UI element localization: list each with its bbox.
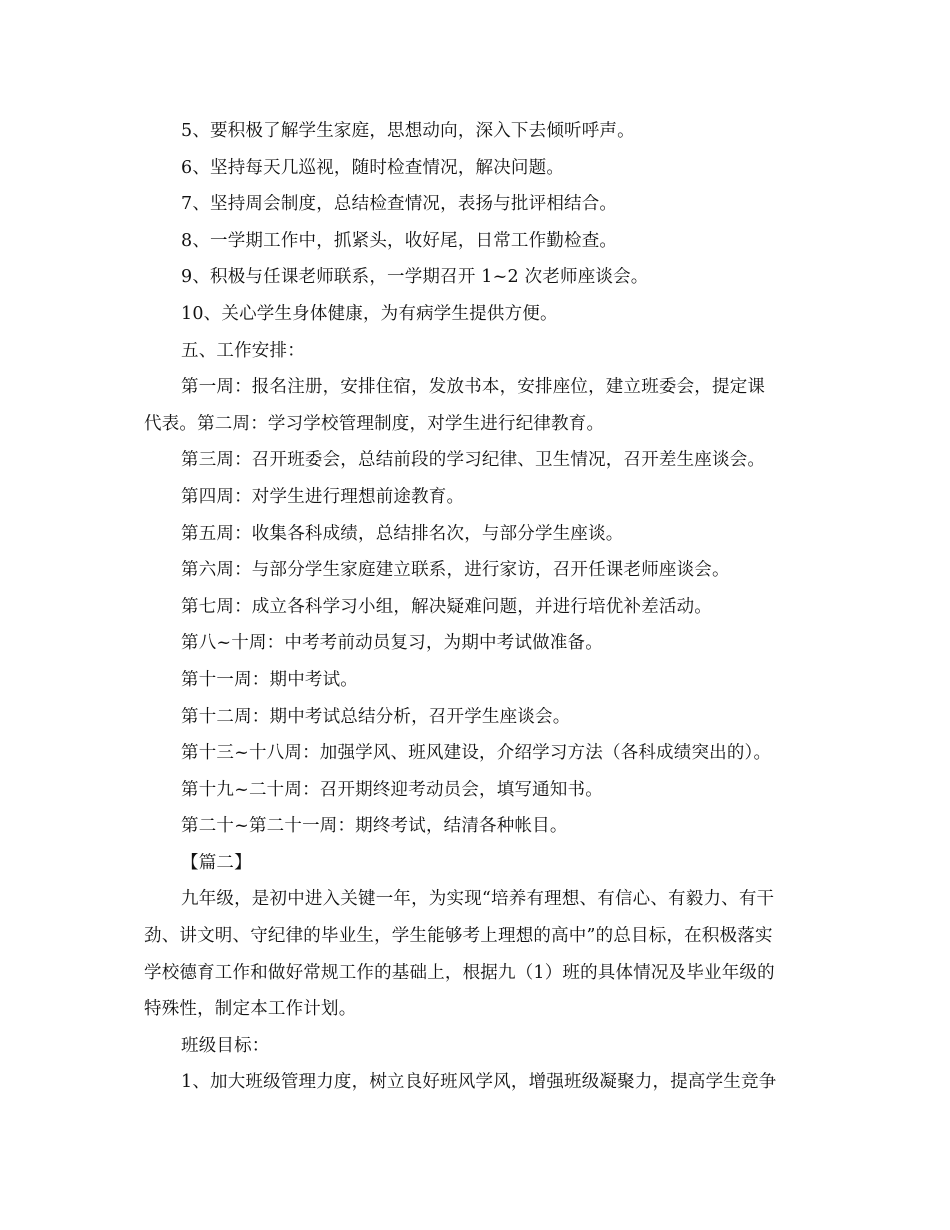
text-line: 8、一学期工作中，抓紧头，收好尾，日常工作勤检查。 bbox=[181, 230, 618, 251]
text-line: 第三周：召开班委会，总结前段的学习纪律、卫生情况，召开差生座谈会。 bbox=[181, 450, 766, 471]
section-heading: 班级目标： bbox=[181, 1035, 270, 1056]
text-line: 10、关心学生身体健康，为有病学生提供方便。 bbox=[181, 303, 558, 324]
text-line: 1、加大班级管理力度，树立良好班风学风，增强班级凝聚力，提高学生竞争 bbox=[181, 1072, 777, 1093]
text-line: 第七周：成立各科学习小组，解决疑难问题，并进行培优补差活动。 bbox=[181, 596, 712, 617]
text-line: 第二十~第二十一周：期终考试，结清各种帐目。 bbox=[181, 816, 568, 837]
section-heading: 【篇二】 bbox=[181, 852, 252, 873]
text-line: 第五周：收集各科成绩，总结排名次，与部分学生座谈。 bbox=[181, 523, 624, 544]
text-line: 劲、讲文明、守纪律的毕业生，学生能够考上理想的高中”的总目标，在积极落实 bbox=[144, 926, 773, 947]
text-line: 学校德育工作和做好常规工作的基础上，根据九（1）班的具体情况及毕业年级的 bbox=[144, 962, 775, 983]
text-line: 第十九~二十周：召开期终迎考动员会，填写通知书。 bbox=[181, 779, 603, 800]
text-line: 第十三~十八周：加强学风、班风建设，介绍学习方法（各科成绩突出的）。 bbox=[181, 743, 772, 764]
section-heading: 五、工作安排： bbox=[181, 340, 305, 361]
text-line: 7、坚持周会制度，总结检查情况，表扬与批评相结合。 bbox=[181, 194, 618, 215]
text-line: 特殊性，制定本工作计划。 bbox=[144, 999, 357, 1020]
text-line: 第一周：报名注册，安排住宿，发放书本，安排座位，建立班委会，提定课 bbox=[181, 377, 766, 398]
text-line: 6、坚持每天几巡视，随时检查情况，解决问题。 bbox=[181, 157, 565, 178]
text-line: 第十一周：期中考试。 bbox=[181, 669, 358, 690]
text-line: 九年级，是初中进入关键一年，为实现“培养有理想、有信心、有毅力、有干 bbox=[181, 889, 775, 910]
text-line: 第六周：与部分学生家庭建立联系，进行家访，召开任课老师座谈会。 bbox=[181, 560, 730, 581]
document-body bbox=[144, 113, 812, 1101]
text-line: 代表。第二周：学习学校管理制度，对学生进行纪律教育。 bbox=[144, 413, 605, 434]
text-line: 9、积极与任课老师联系，一学期召开 1~2 次老师座谈会。 bbox=[181, 267, 649, 288]
text-line: 5、要积极了解学生家庭，思想动向，深入下去倾听呼声。 bbox=[181, 121, 635, 141]
text-line: 第十二周：期中考试总结分析，召开学生座谈会。 bbox=[181, 706, 571, 727]
text-line: 第四周：对学生进行理想前途教育。 bbox=[181, 486, 465, 507]
text-line: 第八~十周：中考考前动员复习，为期中考试做准备。 bbox=[181, 633, 603, 654]
